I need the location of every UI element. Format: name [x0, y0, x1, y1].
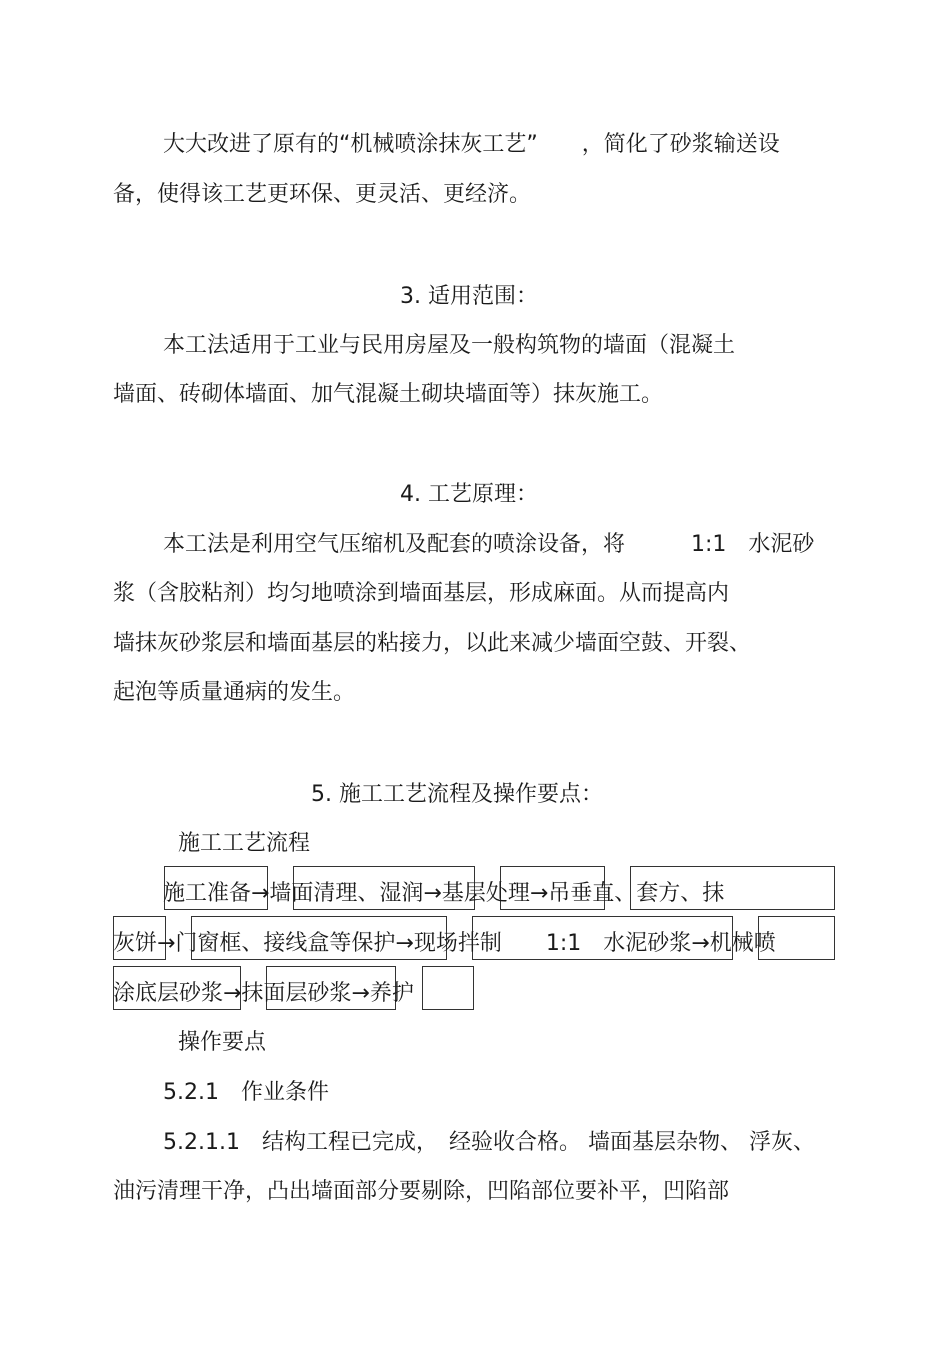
subsection-heading: 操作要点	[178, 1030, 267, 1055]
paragraph-line: 本工法是利用空气压缩机及配套的喷涂设备，将 1:1 水泥砂	[163, 532, 815, 557]
paragraph-line: 油污清理干净，凸出墙面部分要剔除，凹陷部位要补平，凹陷部	[113, 1179, 730, 1204]
subsection-heading: 施工工艺流程	[178, 831, 311, 856]
flow-box	[422, 966, 474, 1010]
paragraph-line: 墙抹灰砂浆层和墙面基层的粘接力，以此来减少墙面空鼓、开裂、	[113, 631, 752, 656]
paragraph-line: 备，使得该工艺更环保、更灵活、更经济。	[113, 182, 532, 207]
flow-line: 涂底层砂浆→抹面层砂浆→养护	[113, 981, 414, 1006]
section-heading: 4. 工艺原理：	[400, 482, 538, 507]
flow-line: 灰饼→门窗框、接线盒等保护→现场拌制 1:1 水泥砂浆→机械喷	[113, 931, 776, 956]
section-heading: 5. 施工工艺流程及操作要点：	[311, 782, 603, 807]
paragraph-line: 大大改进了原有的“机械喷涂抹灰工艺” ，简化了砂浆输送设	[163, 132, 780, 157]
paragraph-line: 浆（含胶粘剂）均匀地喷涂到墙面基层，形成麻面。从而提高内	[113, 581, 730, 606]
section-heading: 3. 适用范围：	[400, 284, 538, 309]
flow-line: 施工准备→墙面清理、湿润→基层处理→吊垂直、套方、抹	[163, 881, 725, 906]
paragraph-line: 墙面、砖砌体墙面、加气混凝土砌块墙面等）抹灰施工。	[113, 382, 664, 407]
paragraph-line: 起泡等质量通病的发生。	[113, 680, 356, 705]
paragraph-line: 本工法适用于工业与民用房屋及一般构筑物的墙面（混凝土	[163, 333, 736, 358]
paragraph-line: 5.2.1.1 结构工程已完成， 经验收合格。 墙面基层杂物、 浮灰、	[163, 1130, 815, 1155]
clause-heading: 5.2.1 作业条件	[163, 1080, 329, 1105]
